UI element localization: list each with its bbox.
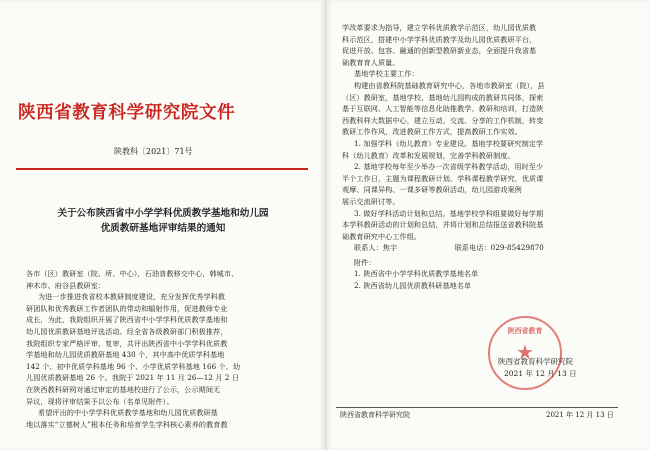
- footer-org: 陕西省教育科学研究院: [340, 411, 410, 419]
- seal-text: 陕西省教育: [507, 326, 543, 335]
- body-line: 142 个、初中优质学科基地 96 个、小学优质学科基地 166 个、幼: [26, 361, 241, 371]
- body-line: 2. 基地学校每年至少举办一次省级学科教学活动，用时至少: [354, 162, 544, 172]
- body-line: 基地学校主要工作：: [354, 69, 419, 79]
- body-line: 西教科样大数据中心，建立互动、交流、分享的工作机制，转变: [342, 115, 544, 125]
- body-line: 促进开放、包容、融通的创新型教研新业态，全面提升我省基: [342, 46, 537, 56]
- red-divider: [16, 168, 308, 170]
- body-line: 成长，为此，我院组织开展了陕西省中小学学科优质教学基地和: [26, 315, 228, 325]
- body-line: 础教育研究中心工作组。: [342, 231, 422, 241]
- body-line: 地以落实“立德树人”根本任务和培育学生学科核心素养的教育教: [26, 419, 228, 429]
- contact-line: 联系人：焦宇 联系电话：029-85429870: [354, 243, 544, 253]
- document-number: 陕教科〔2021〕71号: [114, 147, 193, 156]
- body-line: 幼儿园优质教研基地评选活动。经全省各级教研部门积极推荐，: [26, 326, 228, 336]
- body-line: 学基地和幼儿园优质教研基地 430 个，其中高中优质学科基地: [26, 350, 225, 360]
- attachment-item: 2. 陕西省幼儿园优质教科研基地名单: [354, 281, 472, 291]
- body-line: 1. 加强学科（幼儿教育）专业建设。基地学校要研究制定学: [354, 138, 544, 148]
- body-line: 各市（区）教研室（院、所、中心），石油普教移交中心，韩城市、: [26, 269, 239, 278]
- footer-divider: [336, 407, 618, 408]
- body-line: 础教育育人质量。: [342, 57, 400, 67]
- body-line: 在陕西教科研网对通过审定的基地校进行了公示，公示期间无: [26, 384, 221, 394]
- notice-title: [28, 206, 298, 236]
- body-line: 基于互联网、人工智能等信息化助推教学、教研和培训，打造陕: [342, 104, 544, 114]
- body-line: （区）教研室，基地学校、基地幼儿园构成的教研共同体，探索: [342, 92, 544, 102]
- body-line: 异议，现将评审结果予以公布（名单见附件）。: [26, 396, 174, 406]
- notice-title-line: 关于公布陕西省中小学学科优质教学基地和幼儿园: [57, 208, 269, 219]
- left-body-text: [26, 268, 312, 430]
- body-line: 科示范区，搭建中小学学科优质教学及幼儿园优质教研平台，: [342, 34, 537, 44]
- body-line: 展示交流研讨等。: [342, 196, 400, 206]
- body-line: 学改革要求为指导，建立学科优质教学示范区，幼儿园优质教: [342, 23, 537, 32]
- body-line: 科（幼儿教育）改革和发展规划，完善学科教研制度。: [342, 150, 515, 160]
- body-line: 希望评出的中小学学科优质教学基地和幼儿园优质教研基: [38, 408, 218, 418]
- body-line: 神木市、府谷县教研室：: [26, 280, 106, 290]
- attachment-item: 1. 陕西省中小学学科优质教学基地名单: [354, 269, 479, 279]
- attachment-label: 附件：: [354, 257, 376, 267]
- right-body-text: [342, 22, 632, 292]
- body-line: 构建由省教科院基础教育研究中心，各地市教研室（院），县: [354, 80, 545, 90]
- signature-date: 2021 年 12 月 13 日: [504, 369, 577, 378]
- body-line: 半个工作日，主题为课程教研计划、学科课程教学研究，优质课: [342, 173, 544, 183]
- seal-star-icon: ★: [516, 340, 534, 364]
- body-line: 教研工作作风，改进教研工作方式，提高教研工作实效。: [342, 127, 522, 137]
- body-line: 我院组织专家严格评审、复审，共评出陕西省中小学学科优质教: [26, 338, 228, 348]
- document-header-title: 陕西省教育科学研究院文件: [18, 103, 236, 123]
- notice-title-line: 优质教研基地评审结果的通知: [100, 223, 226, 234]
- body-line: 观摩、同课异构、一课多研等教研活动，幼儿园游戏案例: [342, 185, 522, 195]
- signature-org: 陕西省教育科学研究院: [498, 357, 573, 366]
- body-line: 为进一步推进我省校本教研制度建设，充分发挥优秀学科教: [38, 292, 226, 302]
- body-line: 3. 做好学科活动计划和总结。基地学校学科组要做好每学期: [354, 208, 544, 218]
- footer-date: 2021 年 12 月 13 日: [546, 411, 614, 419]
- body-line: 本学科教研活动的计划和总结，并将计划和总结报送省教科院基: [342, 220, 544, 230]
- body-line: 儿园优质教研基地 26 个。我院于 2021 年 11 月 26—12 月 2 日: [26, 373, 240, 383]
- body-line: 研团队和优秀教研工作者团队的带动和辐射作用，促进教师专业: [26, 303, 228, 313]
